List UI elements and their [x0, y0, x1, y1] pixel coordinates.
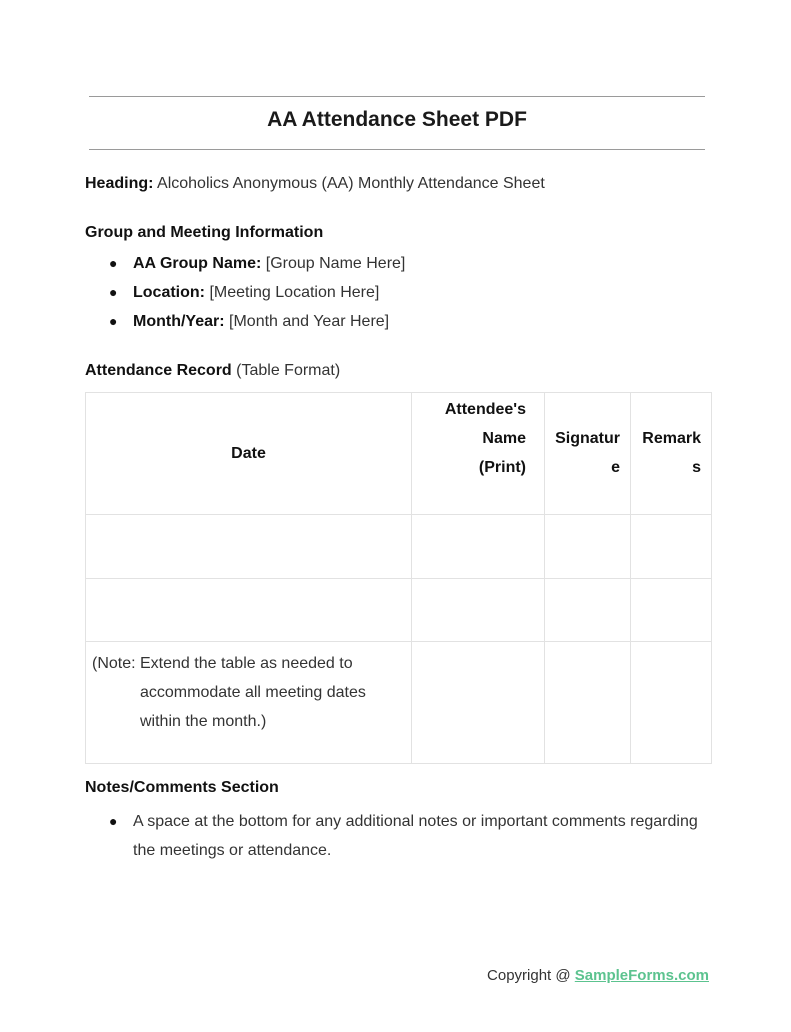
note-label: (Note: — [92, 655, 136, 672]
remarks-cell[interactable] — [631, 642, 712, 764]
bullet-icon: ● — [109, 284, 118, 300]
header-attendee-name — [412, 393, 545, 515]
location-value: [Meeting Location Here] — [209, 284, 380, 301]
remarks-cell[interactable] — [631, 579, 712, 642]
notes-section-title: Notes/Comments Section — [85, 779, 279, 796]
heading-line — [85, 175, 545, 193]
table-row — [86, 579, 712, 642]
bullet-icon: ● — [109, 255, 118, 271]
notes-item — [109, 807, 709, 865]
date-cell[interactable] — [86, 515, 412, 579]
note-line-2: accommodate all meeting dates — [140, 684, 366, 701]
copyright-footer — [487, 967, 709, 984]
table-row — [86, 515, 712, 579]
note-line-3: within the month.) — [140, 713, 267, 730]
page-title: AA Attendance Sheet PDF — [267, 108, 527, 131]
bullet-icon: ● — [109, 313, 118, 329]
header-signature-line1: Signatur — [555, 430, 620, 447]
month-year-value: [Month and Year Here] — [229, 313, 390, 330]
note-line-1: Extend the table as needed to — [140, 655, 353, 672]
header-signature-line2: e — [611, 459, 620, 476]
attendance-title: Attendance Record — [85, 362, 232, 379]
header-remarks-line2: s — [692, 459, 701, 476]
attendee-name-cell[interactable] — [412, 515, 545, 579]
attendee-name-cell[interactable] — [412, 642, 545, 764]
month-year-label: Month/Year: — [133, 313, 225, 330]
signature-cell[interactable] — [545, 579, 631, 642]
heading-label: Heading: — [85, 175, 154, 192]
heading-value: Alcoholics Anonymous (AA) Monthly Attendance Sheet — [157, 175, 545, 192]
remarks-cell[interactable] — [631, 515, 712, 579]
header-remarks-line1: Remark — [642, 430, 701, 447]
location-label: Location: — [133, 284, 205, 301]
attendee-name-cell[interactable] — [412, 579, 545, 642]
header-attendee-line3: (Print) — [478, 459, 526, 476]
signature-cell[interactable] — [545, 515, 631, 579]
header-remarks — [631, 393, 712, 515]
table-row-note — [86, 642, 712, 764]
header-date: Date — [86, 393, 412, 515]
notes-text: A space at the bottom for any additional notes or important comments regarding the meetings or attendance. — [133, 813, 698, 859]
attendance-subtitle: (Table Format) — [236, 362, 341, 379]
group-name-value: [Group Name Here] — [265, 255, 406, 272]
note-cell — [86, 642, 412, 764]
top-rule — [89, 96, 705, 97]
group-section-title: Group and Meeting Information — [85, 224, 324, 241]
attendance-table — [85, 392, 712, 764]
table-header-row — [86, 393, 712, 515]
signature-cell[interactable] — [545, 642, 631, 764]
group-name-label: AA Group Name: — [133, 255, 262, 272]
header-signature — [545, 393, 631, 515]
attendance-section-title — [85, 362, 340, 380]
date-cell[interactable] — [86, 579, 412, 642]
brand-link[interactable]: SampleForms.com — [574, 967, 709, 984]
title-bottom-rule — [89, 149, 705, 150]
header-attendee-line1: Attendee's — [444, 401, 526, 418]
copyright-text: Copyright @ — [487, 967, 571, 984]
bullet-icon: ● — [109, 813, 118, 829]
header-attendee-line2: Name — [482, 430, 526, 447]
